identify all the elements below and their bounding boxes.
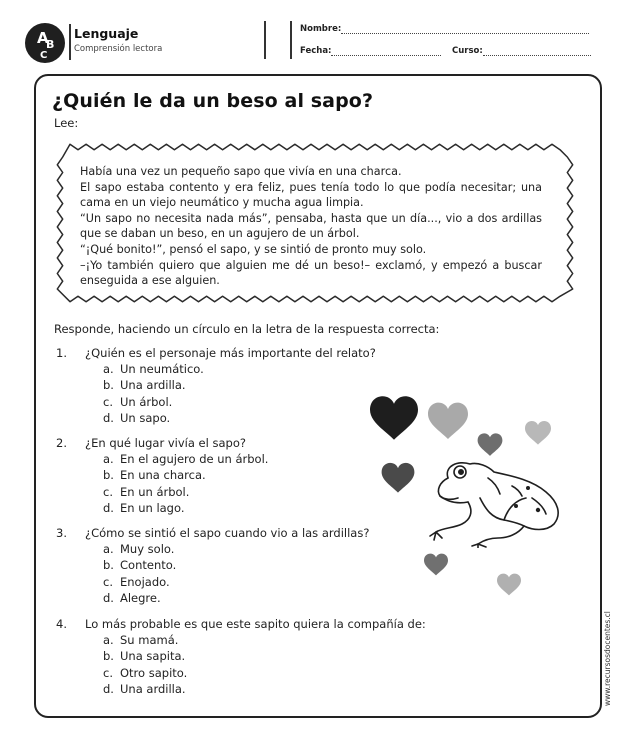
option-a[interactable] [103,362,204,378]
answer-instruction: Responde, haciendo un círculo en la letra de la respuesta correcta: [54,322,440,336]
option-letter[interactable]: d. [103,500,114,515]
option-letter[interactable]: d. [103,410,114,425]
option-text: Enojado. [120,574,170,589]
name-line[interactable] [341,25,589,34]
story-paragraph: “¡Qué bonito!”, pensó el sapo, y se sintió de pronto muy solo. [80,242,427,256]
option-letter[interactable]: b. [103,558,114,573]
question-text: Lo más probable es que este sapito quiera la compañía de: [85,617,426,631]
date-line[interactable] [331,47,441,56]
website-credit[interactable]: www.recursosdocentes.cl [603,611,612,706]
option-b[interactable] [103,649,187,665]
story-paragraph: El sapo estaba contento y era feliz, pues tenía todo lo que podía necesitar; una cama en un viejo neumático y mucha agua limpia. [80,180,542,210]
option-text: En una charca. [120,468,206,483]
option-letter[interactable]: c. [103,665,113,680]
option-letter[interactable]: a. [103,633,114,647]
option-b[interactable] [103,468,268,484]
course-line[interactable] [483,47,591,56]
option-text: Una ardilla. [120,378,186,393]
question-options [103,542,176,607]
name-label: Nombre: [300,24,342,34]
story-paragraph: –¡Yo también quiero que alguien me dé un beso!– exclamó, y empezó a buscar enseguida a ese alguien. [80,258,542,288]
heart-icon [497,574,521,596]
header-divider [290,21,292,59]
name-field[interactable] [300,24,589,34]
option-letter[interactable]: d. [103,590,114,605]
option-text: Un sapo. [120,410,171,425]
heart-icon [478,433,503,456]
option-letter[interactable]: a. [103,452,114,466]
option-a[interactable] [103,452,268,468]
header-divider [69,24,71,60]
option-c[interactable] [103,485,268,501]
story-text [80,164,542,289]
option-text: En un árbol. [120,484,190,499]
option-text: Una ardilla. [120,681,186,696]
option-text: Una sapita. [120,649,186,664]
date-field[interactable] [300,46,441,56]
option-c[interactable] [103,575,176,591]
option-text: Muy solo. [120,542,175,556]
read-instruction: Lee: [54,116,79,130]
heart-icon [382,463,415,493]
option-text: En un lago. [120,500,185,515]
option-letter[interactable]: b. [103,649,114,664]
question-number: 1. [56,346,67,360]
option-d[interactable] [103,682,187,698]
option-b[interactable] [103,558,176,574]
option-text: Alegre. [120,590,161,605]
question-number: 4. [56,617,67,631]
heart-icon [370,396,418,440]
option-c[interactable] [103,666,187,682]
question-options [103,452,268,517]
header-divider [264,21,266,59]
logo-letter-b: B [46,38,55,51]
option-a[interactable] [103,633,187,649]
option-letter[interactable]: c. [103,574,113,589]
question-text: ¿En qué lugar vivía el sapo? [85,436,246,450]
story-paragraph: Había una vez un pequeño sapo que vivía en una charca. [80,165,402,178]
date-label: Fecha: [300,46,332,56]
frog-illustration [428,458,568,548]
question-options [103,633,187,698]
story-paragraph: “Un sapo no necesita nada más”, pensaba, hasta que un día..., vio a dos ardillas que se daban un beso, en un agujero de un árbol. [80,211,542,241]
page-title: ¿Quién le da un beso al sapo? [52,90,374,112]
option-letter[interactable]: a. [103,542,114,556]
course-field[interactable] [452,46,591,56]
subject-block [74,26,162,54]
question-options [103,362,204,427]
question-text: ¿Quién es el personaje más importante del relato? [85,346,376,360]
subject-subtitle: Comprensión lectora [74,44,163,54]
course-label: Curso: [452,46,483,56]
option-text: Su mamá. [120,633,179,647]
logo-letter-a: A [37,29,49,47]
option-text: Otro sapito. [120,665,188,680]
question-text: ¿Cómo se sintió el sapo cuando vio a las ardillas? [85,526,370,540]
option-letter[interactable]: d. [103,681,114,696]
option-text: Un neumático. [120,362,204,376]
option-letter[interactable]: c. [103,394,113,409]
option-c[interactable] [103,395,204,411]
question-number: 2. [56,436,67,450]
option-text: En el agujero de un árbol. [120,452,269,466]
option-letter[interactable]: c. [103,484,113,499]
option-letter[interactable]: b. [103,468,114,483]
subject-title: Lenguaje [74,26,139,41]
option-d[interactable] [103,591,176,607]
option-b[interactable] [103,378,204,394]
heart-icon [525,421,551,445]
option-d[interactable] [103,501,268,517]
logo-letter-c: C [40,50,48,61]
option-d[interactable] [103,411,204,427]
option-text: Un árbol. [120,394,173,409]
heart-icon [428,403,468,439]
question-number: 3. [56,526,67,540]
heart-icon [424,554,448,576]
abc-logo [24,22,66,64]
option-text: Contento. [120,558,177,573]
option-a[interactable] [103,542,176,558]
option-letter[interactable]: a. [103,362,114,376]
option-letter[interactable]: b. [103,378,114,393]
